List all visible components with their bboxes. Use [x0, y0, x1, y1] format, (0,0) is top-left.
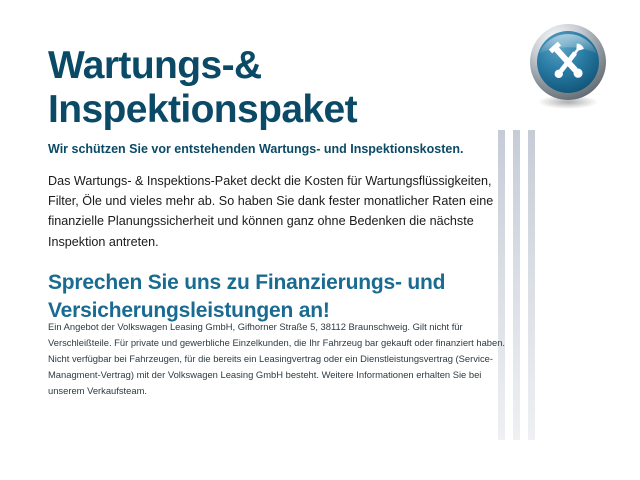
stripe-3 — [528, 130, 535, 440]
body-text: Das Wartungs- & Inspektions-Paket deckt die Kosten für Wartungsflüssigkeiten, Filter, Öle und vieles mehr ab. So haben Sie dank fester monatlicher Raten eine finanzielle Planungssicherheit und können ganz ohne Bedenken die nächste Inspektion antreten. — [48, 173, 494, 249]
headline-line-2: Inspektionspaket — [48, 87, 357, 131]
legal-fineprint: Ein Angebot der Volkswagen Leasing GmbH, Gifhorner Straße 5, 38112 Braunschweig. Gilt nicht für Verschleißteile. Für private und gewerbliche Einzelkunden, die Ihr Fahrzeug bar gekauft oder finanziert haben. Nicht verfügbar bei Fahrzeugen, für die bereits ein Leasingvertrag oder ein Dienstleistungsvertrag (Service-Managment-Vertrag) mit der Volkswagen Leasing GmbH besteht. Weitere Informationen erhalten Sie bei unserem Verkaufsteam. — [48, 321, 506, 396]
sub-headline — [48, 269, 518, 324]
subhead-line-2: Versicherungsleistungen an! — [48, 299, 330, 323]
lead-text: Wir schützen Sie vor entstehenden Wartungs- und Inspektionskosten. — [48, 141, 464, 156]
headline-line-1: Wartungs-& — [48, 44, 262, 88]
page-title — [48, 44, 508, 131]
wrench-screwdriver-icon — [520, 18, 616, 114]
subhead-line-1: Sprechen Sie uns zu Finanzierungs- und — [48, 271, 446, 295]
